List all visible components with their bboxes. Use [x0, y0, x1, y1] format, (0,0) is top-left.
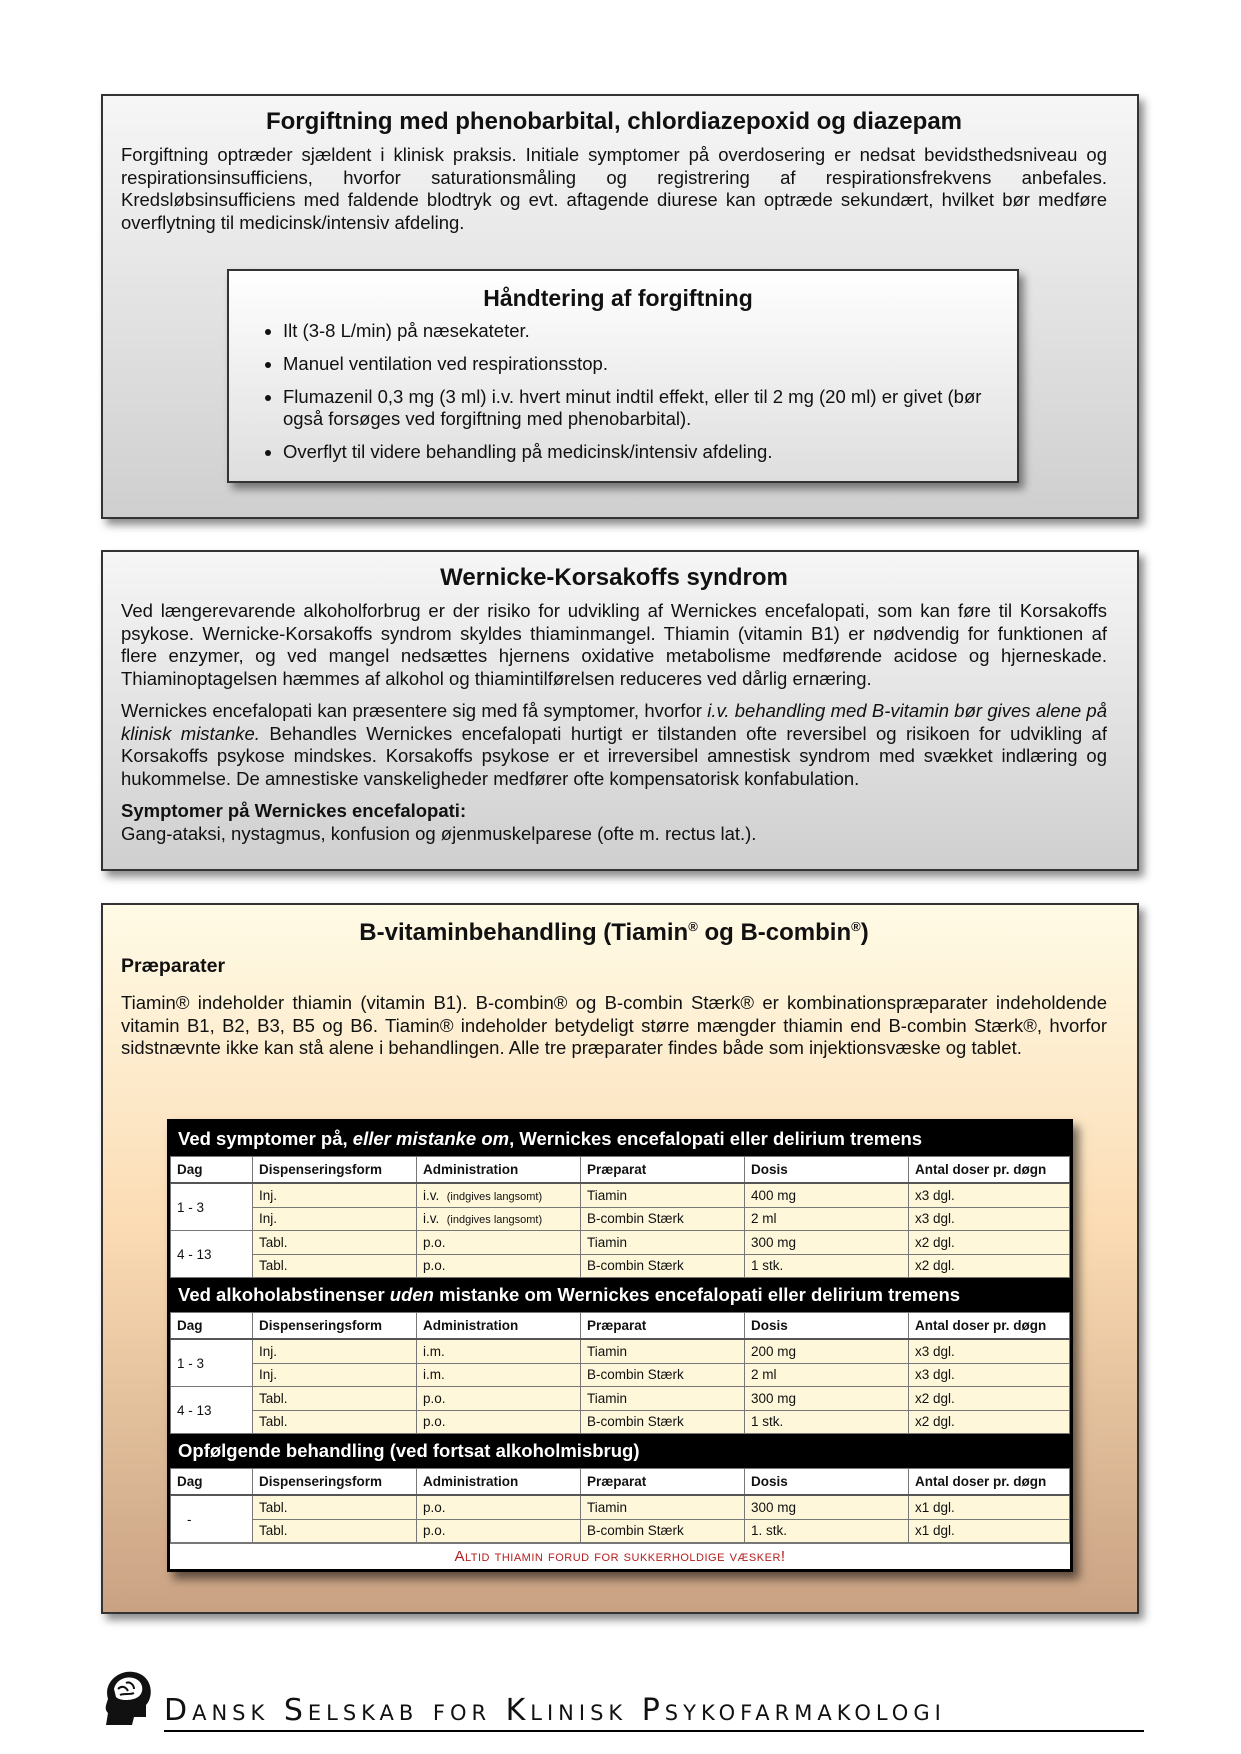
table-section-heading: Opfølgende behandling (ved fortsat alkoholmisbrug): [170, 1434, 1070, 1468]
thiamin-warning: Altid thiamin forud for sukkerholdige væsker!: [170, 1543, 1070, 1569]
management-item: • Overflyt til videre behandling på medicinsk/intensiv afdeling.: [283, 441, 987, 463]
wernicke-section: [101, 550, 1139, 871]
dosing-table: [167, 1119, 1073, 1572]
symptoms-text: Gang-ataksi, nystagmus, konfusion og øjenmuskelparese (ofte m. rectus lat.).: [121, 822, 757, 844]
table-row: Inj. i.v. (indgives langsomt) B-combin Stærk 2 ml x3 dgl.: [171, 1207, 1070, 1231]
table-row: Tabl. p.o. B-combin Stærk 1 stk. x2 dgl.: [171, 1410, 1070, 1434]
poisoning-management-box: [227, 269, 1019, 483]
head-logo-icon: [98, 1665, 156, 1727]
table-section-heading: Ved alkoholabstinenser uden mistanke om Wernickes encefalopati eller delirium tremens: [170, 1278, 1070, 1312]
table-row: 4 - 13 Tabl. p.o. Tiamin 300 mg x2 dgl.: [171, 1231, 1070, 1255]
preparations-heading: Præparater: [121, 955, 226, 977]
table-row: 1 - 3 Inj. i.m. Tiamin 200 mg x3 dgl.: [171, 1339, 1070, 1363]
table-row: 4 - 13 Tabl. p.o. Tiamin 300 mg x2 dgl.: [171, 1387, 1070, 1411]
wernicke-title: Wernicke-Korsakoffs syndrom: [440, 564, 788, 591]
management-item: • Manuel ventilation ved respirationsstop.: [283, 353, 987, 375]
table-header-row: Dag Dispenseringsform Administration Præparat Dosis Antal doser pr. døgn: [171, 1157, 1070, 1184]
symptoms-heading: Symptomer på Wernickes encefalopati:: [121, 800, 467, 821]
wernicke-paragraph-2: Wernickes encefalopati kan præsentere sig med få symptomer, hvorfor i.v. behandling med B-vitamin bør gives alene på klinisk mistanke. Behandles Wernickes encefalopati hurtigt er tilstanden ofte reversibel og risikoen for udvikling af Korsakoffs psykose mindskes. Korsakoffs psykose er et irreversibel amnestisk syndrom med svækket indlæring og hukommelse. De amnestiske vanskeligheder medfører ofte kompensatorisk konfabulation.: [121, 700, 1107, 789]
page-footer: [98, 1665, 1143, 1730]
management-item: • Ilt (3-8 L/min) på næsekateter.: [283, 320, 987, 342]
footer-rule: [164, 1730, 1144, 1732]
preparations-text: Tiamin® indeholder thiamin (vitamin B1). B-combin® og B-combin Stærk® er kombinationspræparater indeholdende vitamin B1, B2, B3, B5 og B6. Tiamin® indeholder betydeligt større mængder thiamin end B-combin Stærk®, hvorfor sidstnævnte ikke kan stå alene i behandlingen. Alle tre præparater findes både som injektionsvæske og tablet.: [121, 992, 1107, 1058]
management-item: • Flumazenil 0,3 mg (3 ml) i.v. hvert minut indtil effekt, eller til 2 mg (20 ml) er givet (bør også forsøges ved forgiftning med phenobarbital).: [283, 386, 987, 430]
organization-name: Dansk Selskab for Klinisk Psykofarmakologi: [164, 1693, 946, 1728]
wernicke-paragraph-1: Ved længerevarende alkoholforbrug er der risiko for udvikling af Wernickes encefalopati, som kan føre til Korsakoffs psykose. Wernicke-Korsakoffs syndrom skyldes thiaminmangel. Thiamin (vitamin B1) er nødvendig for funktionen af flere enzymer, og ved mangel nedsættes hjernens oxidative metabolisme medførende acidose og hjerneskade. Thiaminoptagelsen hæmmes af alkohol og thiamintilførelsen reduceres ved dårlig ernæring.: [121, 600, 1107, 689]
table-row: 1 - 3 Inj. i.v. (indgives langsomt) Tiamin 400 mg x3 dgl.: [171, 1183, 1070, 1207]
poisoning-title: Forgiftning med phenobarbital, chlordiazepoxid og diazepam: [265, 108, 963, 135]
table-section-heading: Ved symptomer på, eller mistanke om, Wernickes encefalopati eller delirium tremens: [170, 1122, 1070, 1156]
dosing-table-followup: [170, 1468, 1070, 1543]
table-header-row: Dag Dispenseringsform Administration Præparat Dosis Antal doser pr. døgn: [171, 1469, 1070, 1496]
management-title: Håndtering af forgiftning: [483, 285, 753, 311]
dosing-table-abstinence: [170, 1312, 1070, 1434]
poisoning-text: Forgiftning optræder sjældent i klinisk praksis. Initiale symptomer på overdosering er nedsat bevidsthedsniveau og respirationsinsufficiens, hvorfor saturationsmåling og registrering af respirationsfrekvens anbefales. Kredsløbsinsufficiens med faldende blodtryk og evt. aftagende diurese kan optræde sekundært, hvilket bør medføre overflytning til medicinsk/intensiv afdeling.: [121, 144, 1107, 233]
table-row: Tabl. p.o. B-combin Stærk 1. stk. x1 dgl.: [171, 1519, 1070, 1543]
management-list: [249, 320, 987, 463]
dosing-table-symptoms: [170, 1156, 1070, 1278]
table-header-row: Dag Dispenseringsform Administration Præparat Dosis Antal doser pr. døgn: [171, 1313, 1070, 1340]
table-row: Tabl. p.o. B-combin Stærk 1 stk. x2 dgl.: [171, 1254, 1070, 1278]
poisoning-section: [101, 94, 1139, 519]
vitamin-section: [101, 903, 1139, 1614]
vitamin-title: B-vitaminbehandling (Tiamin® og B-combin®): [359, 919, 869, 946]
symptoms-block: [121, 800, 1107, 845]
table-row: - Tabl. p.o. Tiamin 300 mg x1 dgl.: [171, 1495, 1070, 1519]
table-row: Inj. i.m. B-combin Stærk 2 ml x3 dgl.: [171, 1363, 1070, 1387]
